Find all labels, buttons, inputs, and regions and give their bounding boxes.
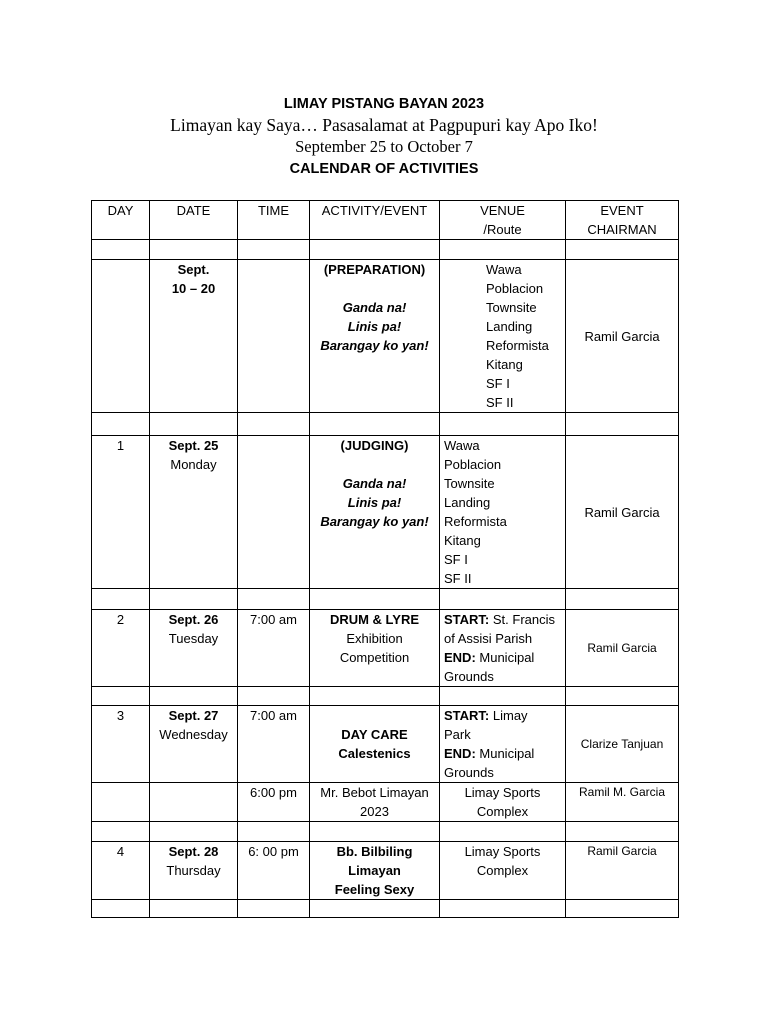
cell-chairman: Clarize Tanjuan — [566, 706, 679, 783]
spacer-row — [92, 822, 679, 842]
day3-weekday: Wednesday — [159, 727, 228, 742]
calendar-title: CALENDAR OF ACTIVITIES — [289, 161, 479, 177]
day1-weekday: Monday — [170, 457, 217, 472]
end-location: Municipal — [475, 650, 535, 665]
prep-venue: Poblacion — [486, 281, 544, 296]
cell-chairman: Ramil Garcia — [566, 260, 679, 413]
day3-sub-activity-line-2: 2023 — [360, 804, 389, 819]
cell-time — [238, 260, 310, 413]
end-label: END: — [444, 650, 476, 665]
spacer-row — [92, 687, 679, 706]
day1-venue: SF I — [444, 552, 468, 567]
header-venue-line-2: /Route — [483, 222, 522, 237]
table-row-day-3 — [92, 706, 679, 783]
cell-date — [150, 436, 238, 589]
end-location: Municipal — [475, 746, 535, 761]
day3-route-start-cont: Park — [444, 727, 471, 742]
day1-venue: Poblacion — [444, 457, 502, 472]
prep-activity-title: (PREPARATION) — [323, 262, 426, 277]
prep-venue: Wawa — [486, 262, 522, 277]
cell-day: 2 — [92, 610, 150, 687]
cell-time: 6:00 pm — [238, 783, 310, 822]
day3-route-end-cont: Grounds — [444, 765, 494, 780]
prep-venue: Kitang — [486, 357, 523, 372]
cell-chairman: Ramil Garcia — [566, 436, 679, 589]
prep-date-line-2: 10 – 20 — [171, 281, 216, 296]
header-activity: ACTIVITY/EVENT — [310, 201, 440, 240]
day3-sub-venue-line-2: Complex — [476, 804, 529, 819]
table-row-day-4 — [92, 842, 679, 900]
prep-venue: SF I — [486, 376, 510, 391]
day2-route-start — [444, 610, 561, 629]
header-chairman-line-2: CHAIRMAN — [587, 222, 657, 237]
cell-day: 3 — [92, 706, 150, 783]
prep-venue: SF II — [486, 395, 514, 410]
day2-activity-line-3: Competition — [339, 650, 410, 665]
cell-venue — [440, 260, 566, 413]
prep-slogan-2: Linis pa! — [347, 319, 402, 334]
prep-venue: Reformista — [486, 338, 549, 353]
day3-activity-line-1: DAY CARE — [341, 727, 408, 742]
header-date: DATE — [150, 201, 238, 240]
cell-activity — [310, 610, 440, 687]
day4-activity-line-2: Limayan — [348, 863, 401, 878]
prep-date-line-1: Sept. — [177, 262, 210, 277]
cell-time — [238, 436, 310, 589]
cell-activity — [310, 260, 440, 413]
cell-date — [150, 610, 238, 687]
day2-route-end — [444, 648, 561, 667]
spacer-row — [92, 413, 679, 436]
header-venue — [440, 201, 566, 240]
prep-slogan-1: Ganda na! — [342, 300, 407, 315]
cell-day — [92, 783, 150, 822]
day3-sub-activity-line-1: Mr. Bebot Limayan — [320, 785, 429, 800]
day1-venue: Wawa — [444, 438, 480, 453]
cell-date — [150, 706, 238, 783]
day1-slogan-3: Barangay ko yan! — [320, 514, 429, 529]
start-location: Limay — [489, 708, 528, 723]
cell-venue — [440, 436, 566, 589]
document-header — [0, 94, 768, 180]
start-location: St. Francis — [489, 612, 556, 627]
cell-chairman: Ramil Garcia — [566, 610, 679, 687]
day3-sub-venue-line-1: Limay Sports — [464, 785, 541, 800]
table-row-day-2 — [92, 610, 679, 687]
end-label: END: — [444, 746, 476, 761]
cell-venue — [440, 610, 566, 687]
cell-venue — [440, 706, 566, 783]
table-row-preparation — [92, 260, 679, 413]
start-label: START: — [444, 612, 490, 627]
table-header-row — [92, 201, 679, 240]
header-chairman-line-1: EVENT — [600, 203, 644, 218]
cell-date — [150, 260, 238, 413]
day3-date: Sept. 27 — [168, 708, 219, 723]
day2-route-start-cont: of Assisi Parish — [444, 631, 533, 646]
day1-venue: Reformista — [444, 514, 507, 529]
header-chairman — [566, 201, 679, 240]
day2-route-end-cont: Grounds — [444, 669, 494, 684]
cell-chairman: Ramil Garcia — [566, 842, 679, 900]
day3-route-end — [444, 744, 561, 763]
cell-activity — [310, 706, 440, 783]
day2-weekday: Tuesday — [168, 631, 219, 646]
header-day: DAY — [92, 201, 150, 240]
event-subtitle: Limayan kay Saya… Pasasalamat at Pagpupuri kay Apo Iko! — [170, 115, 598, 135]
prep-venue: Townsite — [486, 300, 537, 315]
cell-activity — [310, 783, 440, 822]
day2-activity-title: DRUM & LYRE — [329, 612, 420, 627]
event-dates: September 25 to October 7 — [295, 137, 473, 156]
spacer-row — [92, 900, 679, 918]
day1-venue: SF II — [444, 571, 472, 586]
spacer-row — [92, 589, 679, 610]
day1-venue: Kitang — [444, 533, 481, 548]
day1-slogan-2: Linis pa! — [347, 495, 402, 510]
table-row-day-1 — [92, 436, 679, 589]
cell-venue — [440, 842, 566, 900]
cell-day: 1 — [92, 436, 150, 589]
activities-table — [91, 200, 679, 918]
day4-weekday: Thursday — [166, 863, 221, 878]
day1-venue: Townsite — [444, 476, 495, 491]
cell-time: 7:00 am — [238, 706, 310, 783]
day3-route-start — [444, 706, 561, 725]
cell-activity — [310, 842, 440, 900]
cell-date — [150, 842, 238, 900]
day1-activity-title: (JUDGING) — [340, 438, 409, 453]
header-time: TIME — [238, 201, 310, 240]
event-title: LIMAY PISTANG BAYAN 2023 — [283, 96, 485, 112]
day2-activity-line-2: Exhibition — [346, 631, 403, 646]
header-venue-line-1: VENUE — [480, 203, 525, 218]
day2-date: Sept. 26 — [168, 612, 219, 627]
day1-slogan-1: Ganda na! — [342, 476, 407, 491]
prep-slogan-3: Barangay ko yan! — [320, 338, 429, 353]
day1-date: Sept. 25 — [168, 438, 219, 453]
day4-activity-line-3: Feeling Sexy — [334, 882, 415, 897]
day4-venue-line-1: Limay Sports — [464, 844, 541, 859]
cell-time: 6: 00 pm — [238, 842, 310, 900]
cell-venue — [440, 783, 566, 822]
cell-date — [150, 783, 238, 822]
day4-venue-line-2: Complex — [476, 863, 529, 878]
day1-venue: Landing — [444, 495, 491, 510]
day4-date: Sept. 28 — [168, 844, 219, 859]
day3-activity-line-2: Calestenics — [338, 746, 411, 761]
cell-day: 4 — [92, 842, 150, 900]
day4-activity-line-1: Bb. Bilbiling — [336, 844, 413, 859]
cell-day — [92, 260, 150, 413]
table-row-day-3-evening — [92, 783, 679, 822]
cell-chairman: Ramil M. Garcia — [566, 783, 679, 822]
cell-time: 7:00 am — [238, 610, 310, 687]
cell-activity — [310, 436, 440, 589]
start-label: START: — [444, 708, 490, 723]
spacer-row — [92, 240, 679, 260]
prep-venue: Landing — [486, 319, 533, 334]
